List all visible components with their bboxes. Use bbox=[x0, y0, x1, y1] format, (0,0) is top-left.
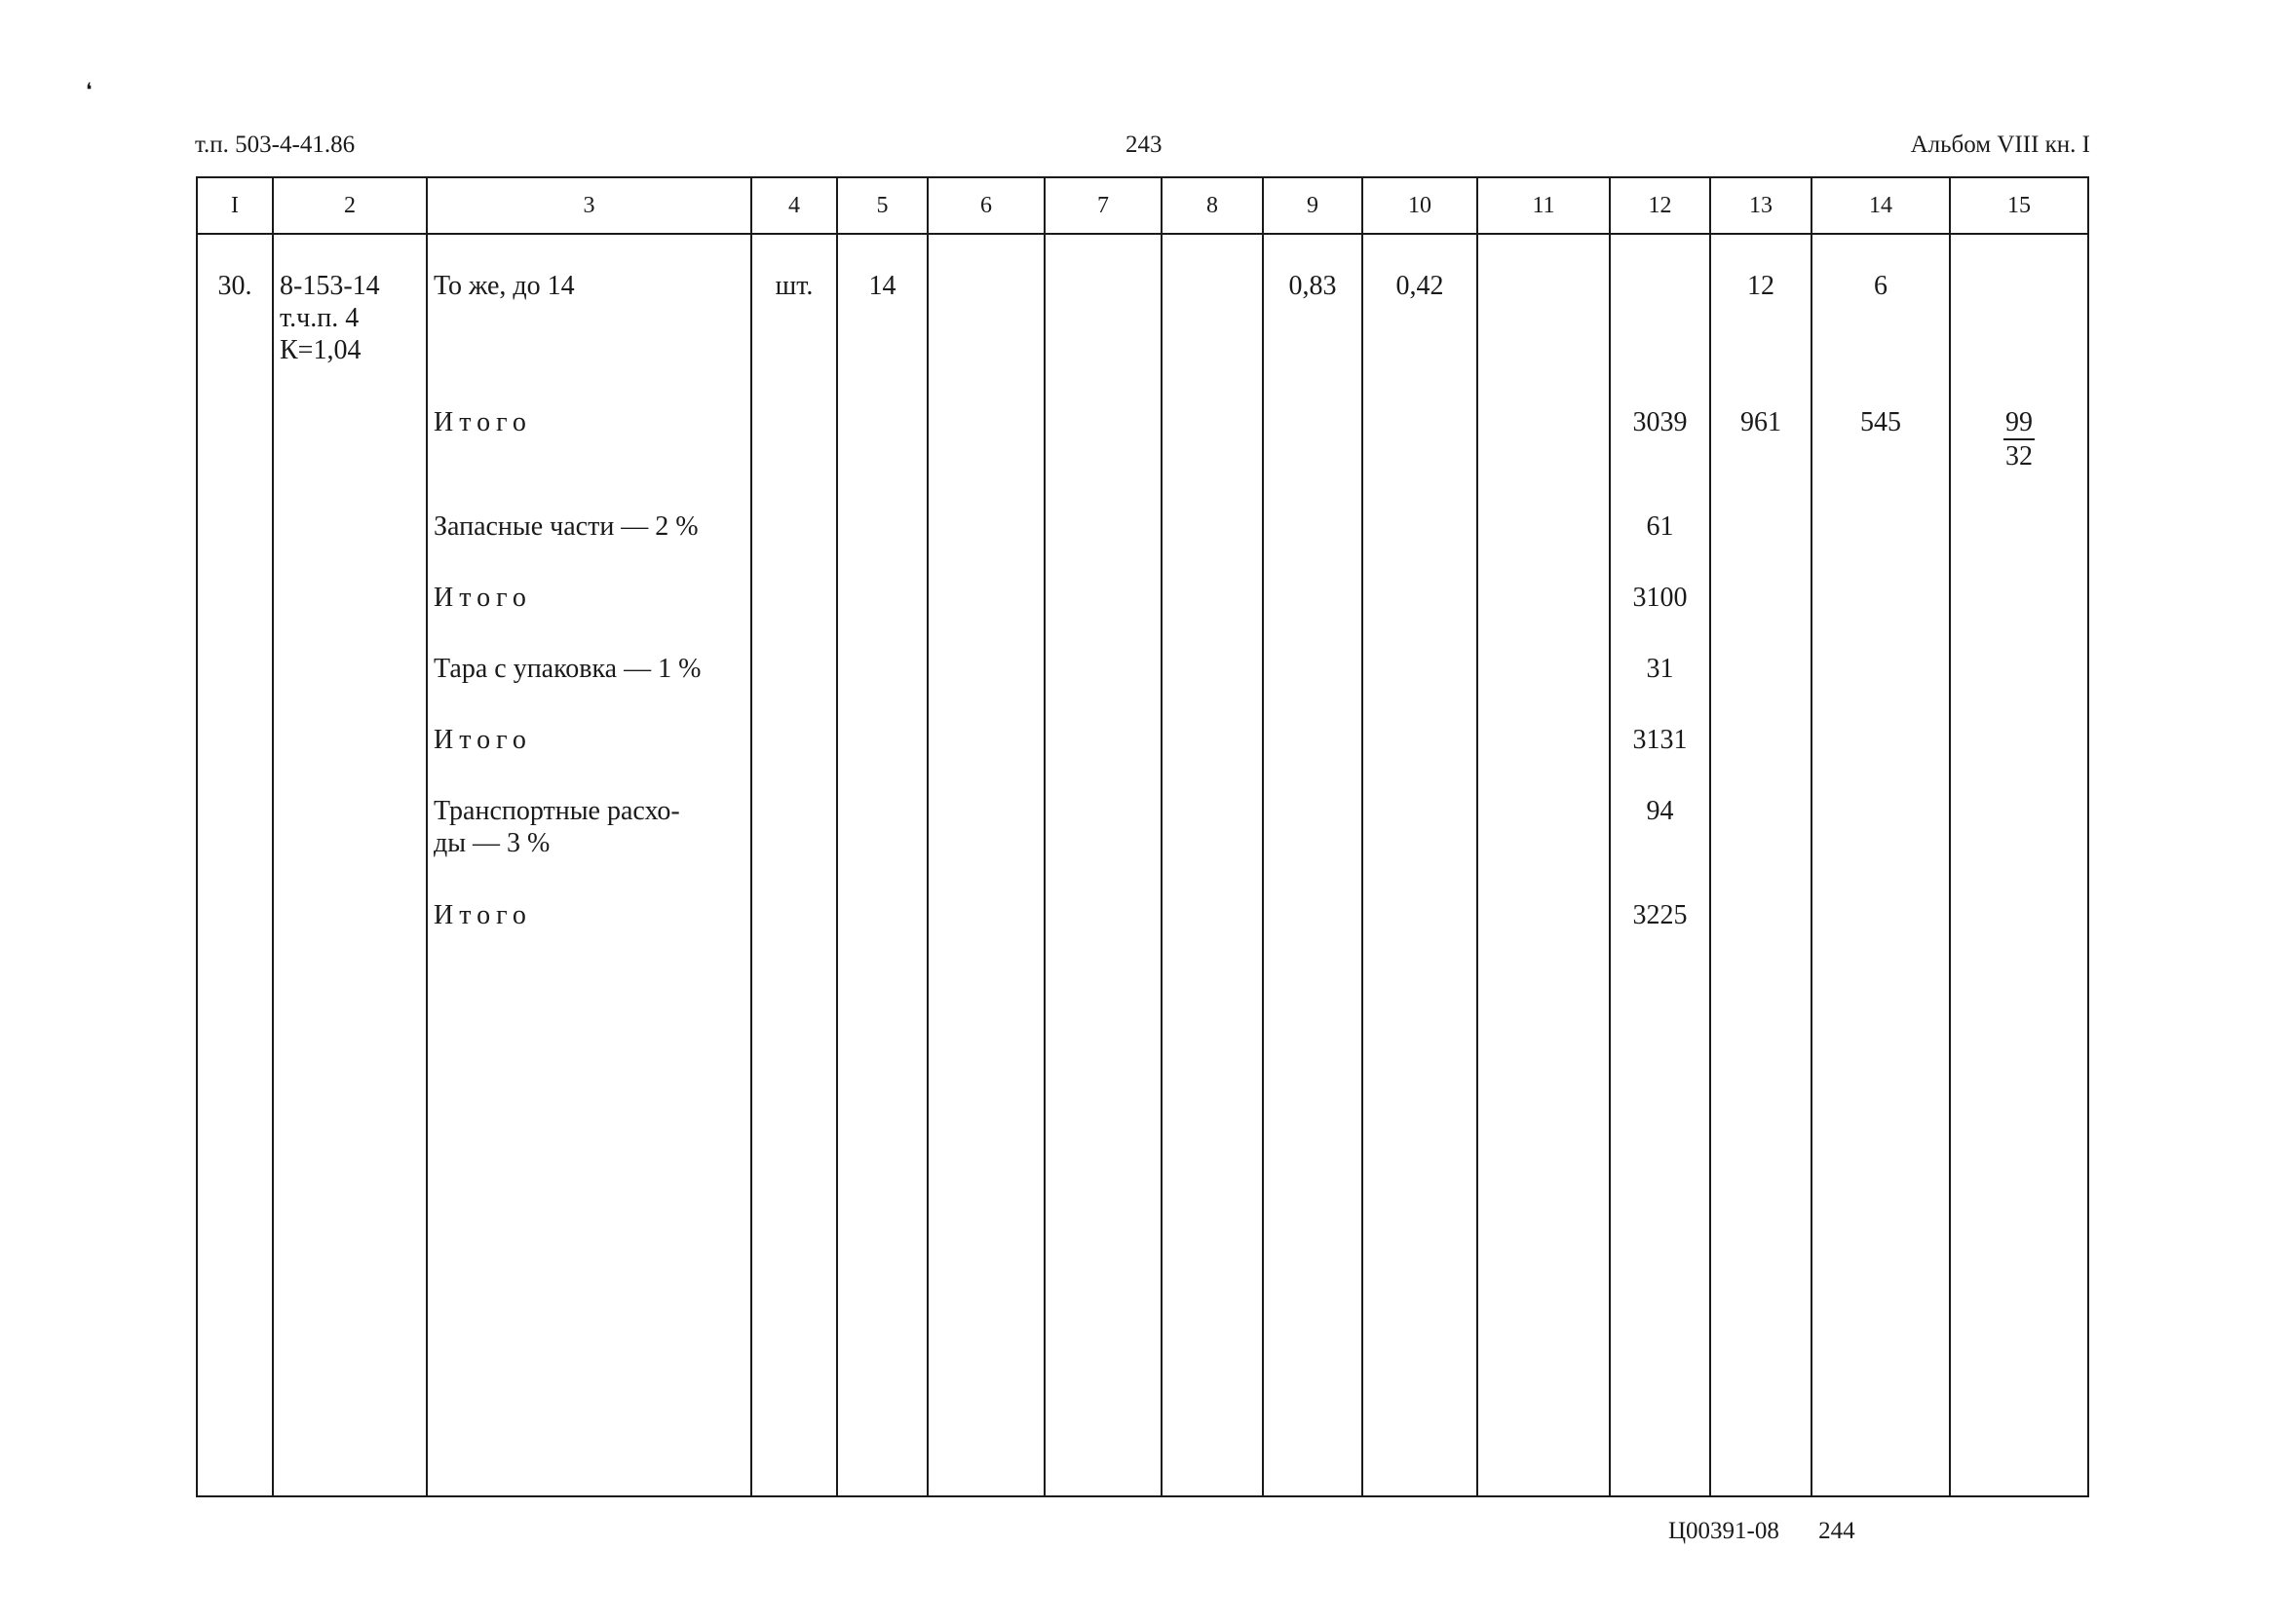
estimate-table bbox=[196, 176, 2089, 1497]
col-header: 9 bbox=[1263, 177, 1362, 234]
item-name: Тара с упаковка — 1 % bbox=[427, 653, 751, 724]
cell-col15 bbox=[1950, 406, 2088, 510]
price-reference bbox=[273, 234, 427, 406]
col-header: 10 bbox=[1362, 177, 1477, 234]
item-name-line: Транспортные расхо- bbox=[434, 796, 680, 826]
col-header: 8 bbox=[1162, 177, 1263, 234]
sheet-number: 244 bbox=[1818, 1518, 1855, 1544]
total-label: Итого bbox=[427, 582, 751, 653]
cell-col12: 3039 bbox=[1610, 406, 1710, 510]
cell-col9: 0,83 bbox=[1263, 234, 1362, 406]
table-row-total bbox=[197, 899, 2088, 970]
table-row-empty bbox=[197, 970, 2088, 1496]
col-header: 14 bbox=[1811, 177, 1950, 234]
footer bbox=[1668, 1518, 1855, 1545]
cell-col12: 3225 bbox=[1610, 899, 1710, 970]
table-row-total bbox=[197, 582, 2088, 653]
total-label: Итого bbox=[427, 724, 751, 795]
col-header: I bbox=[197, 177, 273, 234]
col-header: 6 bbox=[928, 177, 1045, 234]
cell-col12: 94 bbox=[1610, 795, 1710, 899]
price-reference-line: 8-153-14 bbox=[280, 271, 380, 301]
cell-col10: 0,42 bbox=[1362, 234, 1477, 406]
table-row bbox=[197, 234, 2088, 406]
cell-col12: 3100 bbox=[1610, 582, 1710, 653]
fraction bbox=[2003, 406, 2035, 472]
page-number: 243 bbox=[1125, 132, 1163, 158]
fraction-denominator: 32 bbox=[2005, 441, 2033, 472]
cell-col13: 12 bbox=[1710, 234, 1811, 406]
unit: шт. bbox=[751, 234, 837, 406]
item-name: Запасные части — 2 % bbox=[427, 510, 751, 582]
column-number-row bbox=[197, 177, 2088, 234]
item-name-line: ды — 3 % bbox=[434, 828, 551, 858]
table-row-total bbox=[197, 724, 2088, 795]
col-header: 2 bbox=[273, 177, 427, 234]
fraction-numerator: 99 bbox=[2003, 406, 2035, 440]
col-header: 7 bbox=[1045, 177, 1162, 234]
item-name: То же, до 14 bbox=[427, 234, 751, 406]
cell-col13: 961 bbox=[1710, 406, 1811, 510]
total-label: Итого bbox=[427, 406, 751, 510]
col-header: 4 bbox=[751, 177, 837, 234]
document-code: Ц00391-08 bbox=[1668, 1518, 1779, 1544]
quantity: 14 bbox=[837, 234, 928, 406]
col-header: 11 bbox=[1477, 177, 1610, 234]
cell-col12: 3131 bbox=[1610, 724, 1710, 795]
cell-col14: 6 bbox=[1811, 234, 1950, 406]
doc-designation: т.п. 503-4-41.86 bbox=[195, 132, 356, 158]
table-row bbox=[197, 795, 2088, 899]
price-reference-line: К=1,04 bbox=[280, 335, 362, 365]
album-label: Альбом VIII кн. I bbox=[1910, 132, 2090, 158]
price-reference-line: т.ч.п. 4 bbox=[280, 303, 360, 333]
table-row bbox=[197, 653, 2088, 724]
cell-col14: 545 bbox=[1811, 406, 1950, 510]
total-label: Итого bbox=[427, 899, 751, 970]
item-number: 30. bbox=[197, 234, 273, 406]
cell-col12: 31 bbox=[1610, 653, 1710, 724]
col-header: 12 bbox=[1610, 177, 1710, 234]
col-header: 13 bbox=[1710, 177, 1811, 234]
item-name bbox=[427, 795, 751, 899]
cell-col12: 61 bbox=[1610, 510, 1710, 582]
col-header: 3 bbox=[427, 177, 751, 234]
scan-mark: ❛ bbox=[86, 80, 93, 101]
table-row bbox=[197, 510, 2088, 582]
table-row-total bbox=[197, 406, 2088, 510]
col-header: 5 bbox=[837, 177, 928, 234]
col-header: 15 bbox=[1950, 177, 2088, 234]
